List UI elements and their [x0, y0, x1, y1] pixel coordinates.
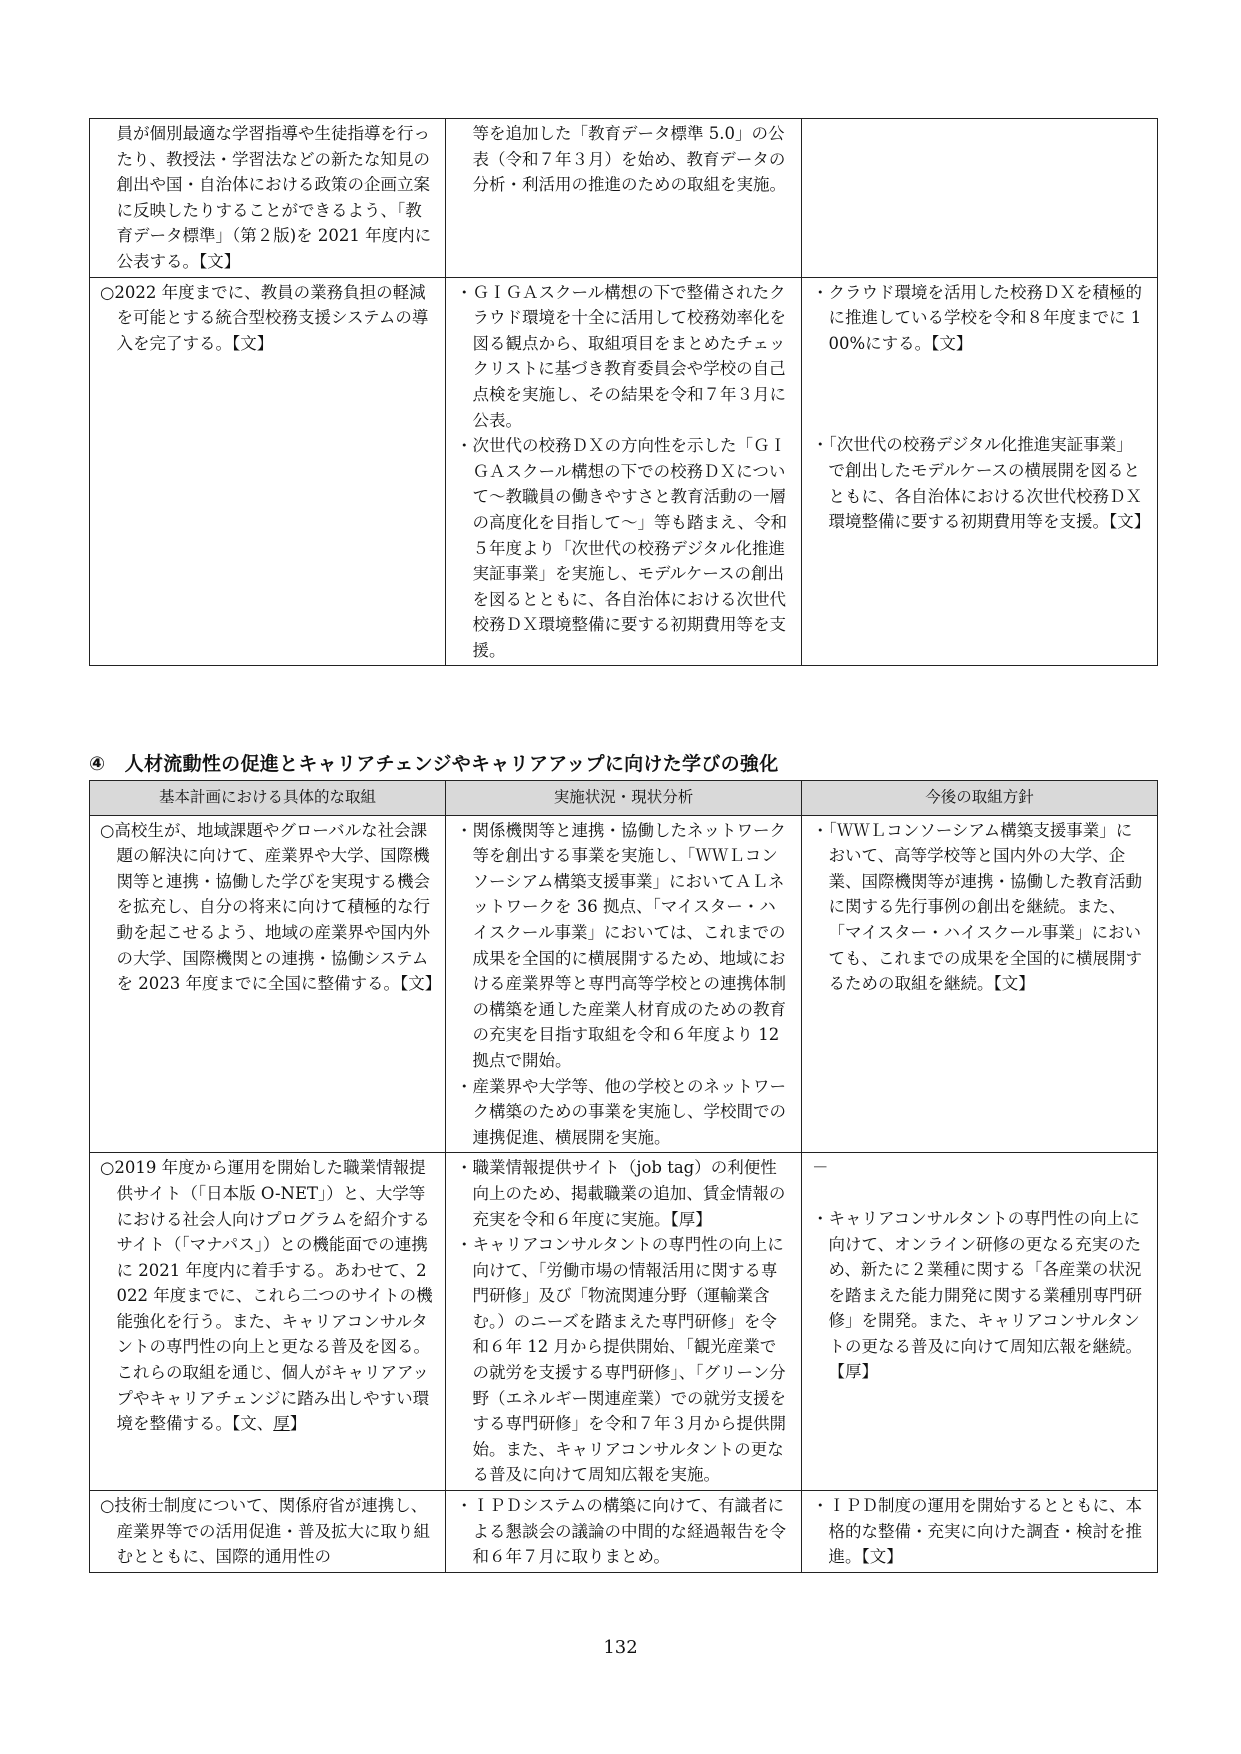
table-row [90, 1491, 1158, 1573]
cell-policy [802, 119, 1158, 278]
column-header: 実施状況・現状分析 [446, 781, 802, 816]
spacer [812, 356, 1147, 432]
cell-plan [90, 1153, 446, 1491]
cell-status: ・関係機関等と連携・協働したネットワーク等を創出する事業を実施し、「ＷＷＬコンソーシアム構築支援事業」においてＡＬネットワークを 36 拠点、「マイスター・ハイスクール事業」においては、これまでの成果を全国的に横展開するため、地域における産業界等と専門高等学校との連携体制の構築を通した産業人材育成のための教育の充実を目指す取組を令和６年度より 12 拠点で開始。 ・産業界や大学等、他の学校とのネットワーク構築のための事業を実施し、学校間での連携促進、横展開を実施。 [446, 815, 802, 1153]
table-continued [89, 118, 1158, 666]
page-number: 132 [603, 1637, 638, 1658]
cell-policy: ・ＩＰＤ制度の運用を開始するとともに、本格的な整備・充実に向けた調査・検討を推進。【文】 [802, 1491, 1158, 1573]
spacer [812, 1181, 1147, 1206]
table-section4 [89, 780, 1158, 1573]
table-row [90, 1153, 1158, 1491]
cell-plan: ○技術士制度について、関係府省が連携し、産業界等での活用促進・普及拡大に取り組むとともに、国際的通用性の [90, 1491, 446, 1573]
cell-policy: ・クラウド環境を活用した校務ＤＸを積極的に推進している学校を令和８年度までに 100%にする。【文】 ・「次世代の校務デジタル化推進実証事業」で創出したモデルケースの横展開を図るとともに、各自治体における次世代校務ＤＸ環境整備に要する初期費用等を支援。【文】 [802, 277, 1158, 666]
table-header-row [90, 781, 1158, 816]
cell-policy: ・「ＷＷＬコンソーシアム構築支援事業」において、高等学校等と国内外の大学、企業、国際機関等が連携・協働した教育活動に関する先行事例の創出を継続。また、「マイスター・ハイスクール事業」においても、これまでの成果を全国的に横展開するための取組を継続。【文】 [802, 815, 1158, 1153]
table-row [90, 119, 1158, 278]
table-row [90, 277, 1158, 666]
column-header: 今後の取組方針 [802, 781, 1158, 816]
plan-text: ○2019 年度から運用を開始した職業情報提供サイト（「日本版 O-NET」）と、大学等における社会人向けプログラムを紹介するサイト（「マナパス」）との機能面での連携に 2021 年度内に着手する。あわせて、2022 年度までに、これら二つのサイトの機能強化を行う。また、キャリアコンサルタントの専門性の向上と更なる普及を図る。これらの取組を通じ、個人がキャリアアップやキャリアチェンジに踏み出しやすい環境を整備する。【文、 [100, 1158, 433, 1434]
plan-ministry-underlined: 厚 [273, 1414, 290, 1434]
section-title: ④ 人材流動性の促進とキャリアチェンジやキャリアアップに向けた学びの強化 [89, 753, 779, 775]
cell-status: 等を追加した「教育データ標準 5.0」の公表（令和７年３月）を始め、教育データの分析・利活用の推進のための取組を実施。 [446, 119, 802, 278]
cell-policy: － ・キャリアコンサルタントの専門性の向上に向けて、オンライン研修の更なる充実のため、新たに２業種に関する「各産業の状況を踏まえた能力開発に関する業種別専門研修」を開発。また、キャリアコンサルタントの更なる普及に向けて周知広報を継続。【厚】 [802, 1153, 1158, 1491]
column-header: 基本計画における具体的な取組 [90, 781, 446, 816]
cell-status: ・職業情報提供サイト（job tag）の利便性向上のため、掲載職業の追加、賃金情報の充実を令和６年度に実施。【厚】 ・キャリアコンサルタントの専門性の向上に向けて、「労働市場の情報活用に関する専門研修」及び「物流関連分野（運輸業含む。）のニーズを踏まえた専門研修」を令和６年 12 月から提供開始、「観光産業での就労を支援する専門研修」、「グリーン分野（エネルギー関連産業）での就労支援をする専門研修」を令和７年３月から提供開始。また、キャリアコンサルタントの更なる普及に向けて周知広報を実施。 [446, 1153, 802, 1491]
cell-status: ・ＩＰＤシステムの構築に向けて、有識者による懇談会の議論の中間的な経過報告を令和６年７月に取りまとめ。 [446, 1491, 802, 1573]
cell-plan: 員が個別最適な学習指導や生徒指導を行ったり、教授法・学習法などの新たな知見の創出や国・自治体における政策の企画立案に反映したりすることができるよう、「教育データ標準」（第２版)を 2021 年度内に公表する。【文】 [90, 119, 446, 278]
plan-bracket-end: 】 [289, 1414, 307, 1434]
cell-status: ・ＧＩＧＡスクール構想の下で整備されたクラウド環境を十全に活用して校務効率化を図る観点から、取組項目をまとめたチェックリストに基づき教育委員会や学校の自己点検を実施し、その結果を令和７年３月に公表。 ・次世代の校務ＤＸの方向性を示した「ＧＩＧＡスクール構想の下での校務ＤＸについて～教職員の働きやすさと教育活動の一層の高度化を目指して～」等も踏まえ、令和５年度より「次世代の校務デジタル化推進実証事業」を実施し、モデルケースの創出を図るとともに、各自治体における次世代校務ＤＸ環境整備に要する初期費用等を支援。 [446, 277, 802, 666]
table-row [90, 815, 1158, 1153]
cell-plan: ○高校生が、地域課題やグローバルな社会課題の解決に向けて、産業界や大学、国際機関等と連携・協働した学びを実現する機会を拡充し、自分の将来に向けて積極的な行動を起こせるよう、地域の産業界や国内外の大学、国際機関との連携・協働システムを 2023 年度までに全国に整備する。【文】 [90, 815, 446, 1153]
cell-plan: ○2022 年度までに、教員の業務負担の軽減を可能とする統合型校務支援システムの導入を完了する。【文】 [90, 277, 446, 666]
